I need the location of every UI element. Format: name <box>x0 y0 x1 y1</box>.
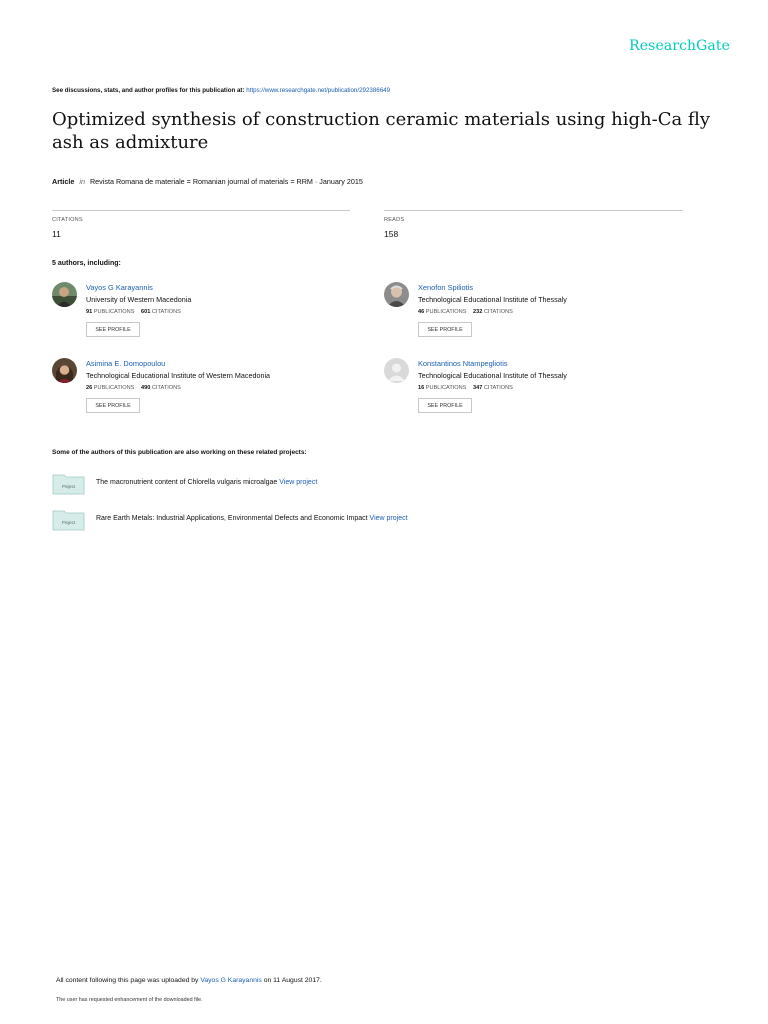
project-icon-label: Project <box>61 520 76 525</box>
citations-label: CITATIONS <box>483 309 513 315</box>
author-name-link[interactable]: Konstantinos Ntampegliotis <box>418 359 508 368</box>
author-institution: University of Western Macedonia <box>86 295 192 304</box>
author-counts <box>86 309 181 315</box>
publications-label: PUBLICATIONS <box>93 309 135 315</box>
publication-meta <box>52 177 363 186</box>
publication-venue: Revista Romana de materiale = Romanian journal of materials = RRM · January 2015 <box>89 177 363 186</box>
project-text <box>96 479 317 486</box>
reads-divider <box>384 210 683 211</box>
publications-count: 16 <box>418 385 425 391</box>
citations-divider <box>52 210 350 211</box>
author-counts <box>418 309 513 315</box>
project-folder-icon <box>52 473 85 495</box>
discussion-text: See discussions, stats, and author profiles for this publication at: <box>52 87 245 94</box>
enhancement-note: The user has requested enhancement of the downloaded file. <box>56 997 203 1003</box>
reads-count: 158 <box>384 229 399 239</box>
publication-type: Article <box>52 177 75 186</box>
author-institution: Technological Educational Institute of Thessaly <box>418 371 567 380</box>
author-counts <box>418 385 513 391</box>
researchgate-logo[interactable]: ResearchGate <box>629 38 730 54</box>
author-institution: Technological Educational Institute of Western Macedonia <box>86 371 271 380</box>
upload-suffix: on 11 August 2017. <box>263 977 322 984</box>
see-profile-button[interactable]: SEE PROFILE <box>418 322 472 337</box>
uploader-link[interactable]: Vayos G Karayannis <box>200 977 262 984</box>
project-item <box>52 473 552 497</box>
upload-prefix: All content following this page was uploaded by <box>56 977 199 984</box>
author-avatar[interactable] <box>52 358 77 383</box>
citations-label: CITATIONS <box>151 385 181 391</box>
publications-label: PUBLICATIONS <box>425 309 467 315</box>
project-item <box>52 509 552 533</box>
author-card <box>384 358 684 418</box>
authors-heading: 5 authors, including: <box>52 260 121 267</box>
publications-count: 91 <box>86 309 93 315</box>
upload-notice <box>56 977 322 984</box>
view-project-link[interactable]: View project <box>279 479 318 486</box>
reads-label: READS <box>384 217 405 223</box>
author-card <box>384 282 684 342</box>
view-project-link[interactable]: View project <box>369 515 408 522</box>
publications-label: PUBLICATIONS <box>425 385 467 391</box>
see-profile-button[interactable]: SEE PROFILE <box>86 398 140 413</box>
citations-count: 601 <box>140 309 151 315</box>
default-avatar-icon[interactable] <box>384 358 409 383</box>
publications-count: 46 <box>418 309 425 315</box>
see-profile-button[interactable]: SEE PROFILE <box>86 322 140 337</box>
publications-label: PUBLICATIONS <box>93 385 135 391</box>
citations-count: 11 <box>52 229 61 239</box>
project-title: Rare Earth Metals: Industrial Applications, Environmental Defects and Economic Impact <box>96 515 368 522</box>
in-word: in <box>79 177 85 186</box>
citations-count: 232 <box>472 309 483 315</box>
citations-count: 347 <box>472 385 483 391</box>
author-card <box>52 358 352 418</box>
author-avatar[interactable] <box>52 282 77 307</box>
project-icon-label: Project <box>61 484 76 489</box>
author-counts <box>86 385 181 391</box>
see-profile-button[interactable]: SEE PROFILE <box>418 398 472 413</box>
project-title: The macronutrient content of Chlorella vulgaris microalgae <box>96 479 278 486</box>
citations-label: CITATIONS <box>483 385 513 391</box>
project-folder-icon <box>52 509 85 531</box>
citations-label: CITATIONS <box>52 217 83 223</box>
citations-label: CITATIONS <box>151 309 181 315</box>
publication-url-link[interactable]: https://www.researchgate.net/publication/292386649 <box>246 87 391 94</box>
author-card <box>52 282 352 342</box>
related-projects-heading: Some of the authors of this publication are also working on these related projects: <box>52 449 307 456</box>
discussion-line <box>52 87 390 94</box>
author-institution: Technological Educational Institute of Thessaly <box>418 295 567 304</box>
author-name-link[interactable]: Asimina E. Domopoulou <box>86 359 166 368</box>
author-name-link[interactable]: Vayos G Karayannis <box>86 283 153 292</box>
publications-count: 26 <box>86 385 93 391</box>
project-text <box>96 515 408 522</box>
author-name-link[interactable]: Xenofon Spiliotis <box>418 283 474 292</box>
citations-count: 490 <box>140 385 151 391</box>
author-avatar[interactable] <box>384 282 409 307</box>
publication-title: Optimized synthesis of construction ceramic materials using high-Ca fly ash as admixture <box>52 109 711 153</box>
